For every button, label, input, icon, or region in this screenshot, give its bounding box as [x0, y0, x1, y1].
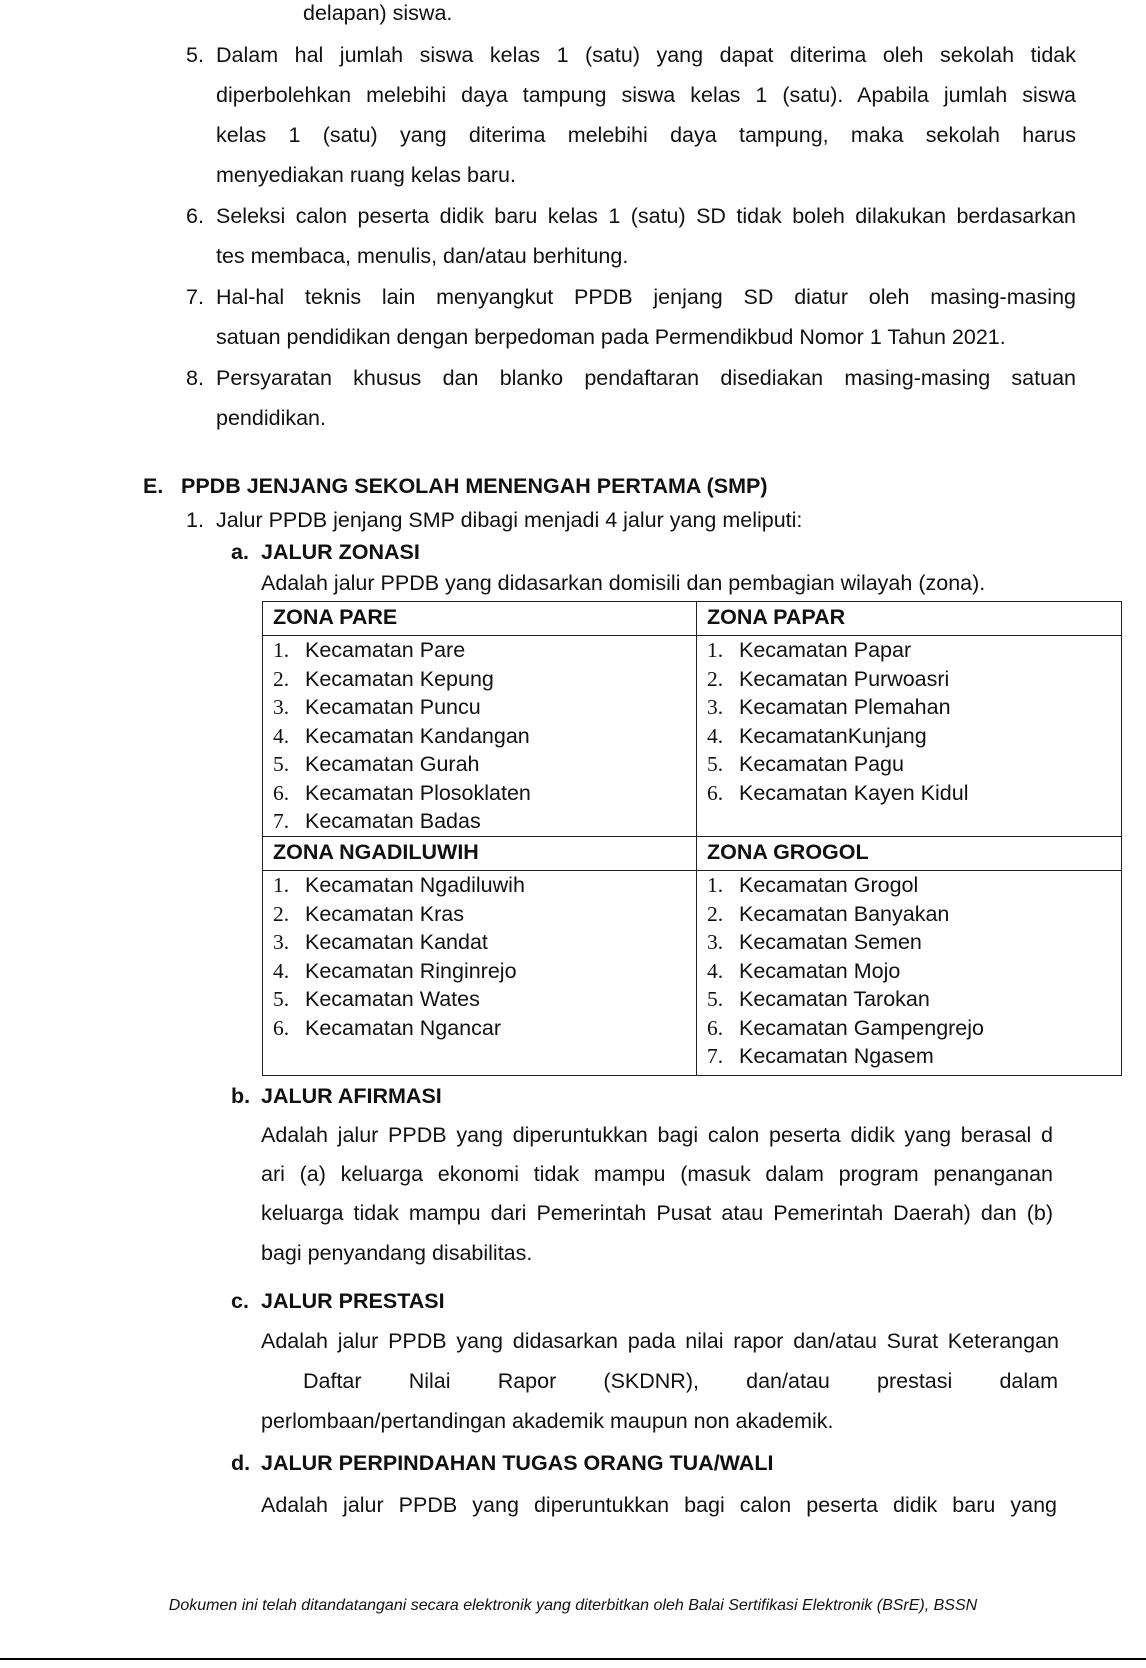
item-line: diperbolehkan melebihi daya tampung siswa kelas 1 (satu). Apabila jumlah siswa	[216, 83, 1076, 107]
subsection-letter: a.	[231, 540, 249, 564]
paragraph-line: keluarga tidak mampu dari Pemerintah Pusat atau Pemerintah Daerah) dan (b)	[261, 1201, 1053, 1225]
list-item: 5. Kecamatan Gurah	[273, 752, 480, 776]
item-line: menyediakan ruang kelas baru.	[216, 163, 516, 187]
list-item: 5. Kecamatan Wates	[273, 987, 480, 1011]
subsection-letter: c.	[231, 1289, 249, 1313]
zone-list-papar	[697, 636, 1122, 837]
list-item: 4. Kecamatan Mojo	[707, 958, 901, 983]
list-item: 3. Kecamatan Plemahan	[707, 695, 951, 719]
item-line: tes membaca, menulis, dan/atau berhitung.	[216, 244, 629, 268]
list-item: 5. Kecamatan Pagu	[707, 752, 904, 776]
item-line: Dalam hal jumlah siswa kelas 1 (satu) yang dapat diterima oleh sekolah tidak	[216, 43, 1076, 67]
paragraph-line: Adalah jalur PPDB yang diperuntukkan bagi calon peserta didik yang berasal d	[261, 1123, 1053, 1147]
item-number: 8.	[186, 366, 204, 390]
paragraph-line: Daftar Nilai Rapor (SKDNR), dan/atau prestasi dalam	[303, 1369, 1058, 1393]
list-item: 6. Kecamatan Plosoklaten	[273, 780, 531, 805]
subsection-desc: Adalah jalur PPDB yang didasarkan domisili dan pembagian wilayah (zona).	[261, 571, 986, 595]
item-line: satuan pendidikan dengan berpedoman pada Permendikbud Nomor 1 Tahun 2021.	[216, 325, 1006, 349]
bottom-rule	[0, 1658, 1146, 1660]
item-line: Persyaratan khusus dan blanko pendaftaran disediakan masing-masing satuan	[216, 366, 1076, 390]
zone-header-pare: ZONA PARE	[263, 602, 697, 636]
zone-list-grogol	[697, 871, 1122, 1076]
item-number: 6.	[186, 204, 204, 228]
list-item: 6. Kecamatan Kayen Kidul	[707, 780, 969, 805]
list-item: 1. Kecamatan Pare	[273, 638, 466, 662]
subsection-letter: b.	[231, 1084, 251, 1108]
zone-list-ngadiluwih	[263, 871, 697, 1076]
continuation-line: delapan) siswa.	[303, 1, 453, 25]
paragraph-line: ari (a) keluarga ekonomi tidak mampu (masuk dalam program penanganan	[261, 1162, 1053, 1186]
subsection-title: JALUR AFIRMASI	[261, 1084, 442, 1108]
item-number: 7.	[186, 285, 204, 309]
paragraph-line: bagi penyandang disabilitas.	[261, 1241, 533, 1265]
list-item: 4. KecamatanKunjang	[707, 723, 927, 748]
zone-header-papar: ZONA PAPAR	[697, 602, 1122, 636]
list-item: 2. Kecamatan Kras	[273, 901, 464, 926]
section-letter: E.	[143, 474, 164, 498]
zone-list-pare	[263, 636, 697, 837]
list-item: 2. Kecamatan Purwoasri	[707, 666, 950, 691]
paragraph-line: perlombaan/pertandingan akademik maupun non akademik.	[261, 1409, 834, 1433]
list-item: 1. Kecamatan Papar	[707, 638, 912, 662]
subsection-title: JALUR PRESTASI	[261, 1289, 445, 1313]
list-item: 3. Kecamatan Kandat	[273, 930, 488, 954]
zone-table	[262, 601, 1122, 1076]
list-item: 1. Kecamatan Ngadiluwih	[273, 873, 525, 897]
item-number: 5.	[186, 43, 204, 67]
list-item: 7. Kecamatan Badas	[273, 809, 481, 833]
section-title: PPDB JENJANG SEKOLAH MENENGAH PERTAMA (SMP)	[181, 474, 768, 498]
list-item: 2. Kecamatan Kepung	[273, 666, 494, 691]
item-line: Hal-hal teknis lain menyangkut PPDB jenjang SD diatur oleh masing-masing	[216, 285, 1076, 309]
item-line: Jalur PPDB jenjang SMP dibagi menjadi 4 jalur yang meliputi:	[216, 508, 803, 532]
list-item: 4. Kecamatan Ringinrejo	[273, 958, 517, 983]
item-line: pendidikan.	[216, 406, 326, 430]
subsection-title: JALUR PERPINDAHAN TUGAS ORANG TUA/WALI	[261, 1451, 774, 1475]
list-item: 7. Kecamatan Ngasem	[707, 1044, 934, 1068]
paragraph-line: Adalah jalur PPDB yang didasarkan pada nilai rapor dan/atau Surat Keterangan	[261, 1329, 1059, 1353]
list-item: 4. Kecamatan Kandangan	[273, 723, 530, 748]
list-item: 1. Kecamatan Grogol	[707, 873, 919, 897]
list-item: 6. Kecamatan Ngancar	[273, 1015, 501, 1040]
signature-footer: Dokumen ini telah ditandatangani secara elektronik yang diterbitkan oleh Balai Sertifikasi Elektronik (BSrE), BSSN	[168, 1597, 978, 1614]
item-line: kelas 1 (satu) yang diterima melebihi daya tampung, maka sekolah harus	[216, 123, 1076, 147]
list-item: 6. Kecamatan Gampengrejo	[707, 1015, 985, 1040]
subsection-letter: d.	[231, 1451, 251, 1475]
list-item: 5. Kecamatan Tarokan	[707, 987, 930, 1011]
list-item: 3. Kecamatan Semen	[707, 930, 922, 954]
paragraph-line: Adalah jalur PPDB yang diperuntukkan bagi calon peserta didik baru yang	[261, 1493, 1057, 1517]
item-number: 1.	[186, 508, 204, 532]
subsection-title: JALUR ZONASI	[261, 540, 420, 564]
list-item: 3. Kecamatan Puncu	[273, 695, 481, 719]
zone-header-grogol: ZONA GROGOL	[697, 837, 1122, 871]
list-item: 2. Kecamatan Banyakan	[707, 901, 950, 926]
zone-header-ngadiluwih: ZONA NGADILUWIH	[263, 837, 697, 871]
item-line: Seleksi calon peserta didik baru kelas 1 (satu) SD tidak boleh dilakukan berdasarkan	[216, 204, 1076, 228]
